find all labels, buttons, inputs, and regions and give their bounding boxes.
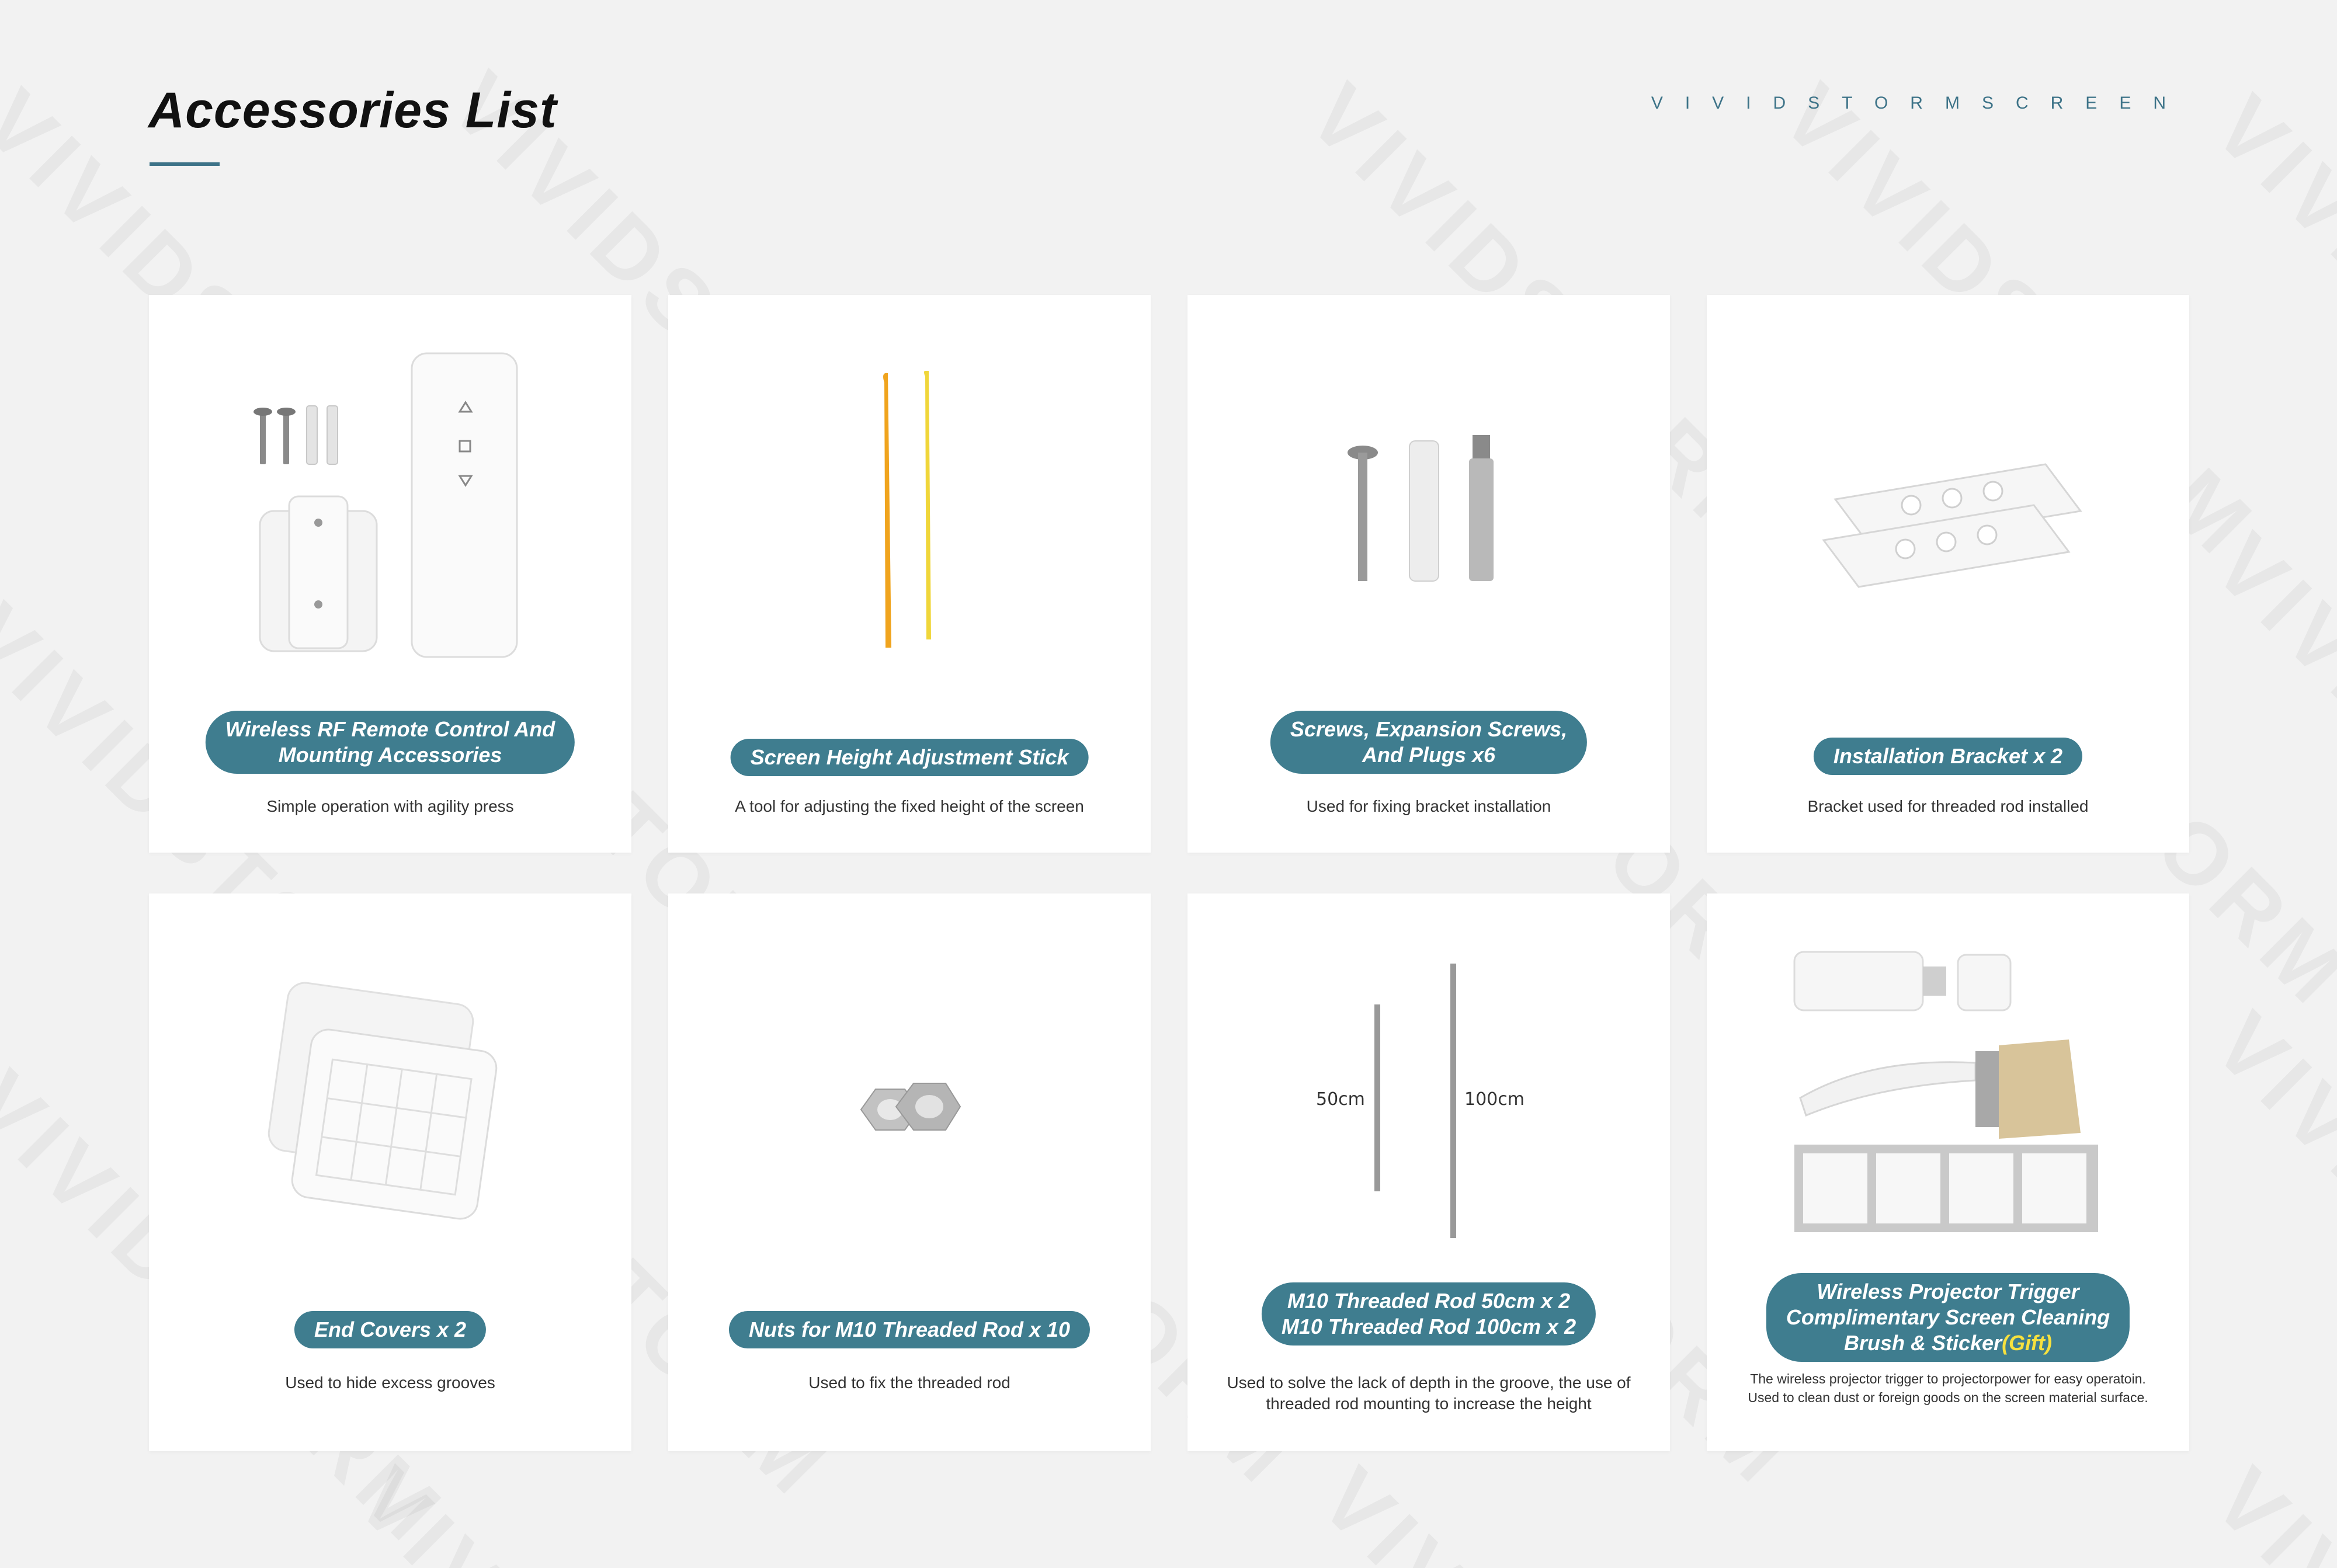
card-description: Used for fixing bracket installation: [1306, 797, 1551, 815]
watermark-text: [2195, 993, 2337, 1506]
card-title-pill: M10 Threaded Rod 50cm x 2 M10 Threaded Rod 100cm x 2: [1262, 1282, 1596, 1346]
rod-label-100cm: 100cm: [1464, 1089, 1525, 1110]
card-end-covers: [149, 893, 631, 1451]
remote-control-image: [242, 347, 546, 663]
threaded-rod-image: [1363, 958, 1480, 1244]
watermark-text: [2195, 76, 2337, 589]
card-description: Simple operation with agility press: [266, 797, 514, 815]
brush-icon: [1800, 1039, 2081, 1139]
sticker-icon: [1794, 1145, 2098, 1232]
card-projector-trigger: [1707, 893, 2189, 1451]
brand-wordmark: VIVIDSTORMSCREEN: [1651, 93, 2188, 113]
screw-icon: [254, 408, 296, 464]
remote-icon: [412, 353, 517, 657]
card-title-pill: Nuts for M10 Threaded Rod x 10: [729, 1311, 1090, 1348]
card-installation-bracket: [1707, 295, 2189, 853]
rod-label-50cm: 50cm: [1316, 1089, 1365, 1110]
card-title-pill: Screen Height Adjustment Stick: [731, 739, 1089, 776]
card-title-pill: Wireless RF Remote Control And Mounting Accessories: [206, 711, 575, 774]
page-title: Accessories List: [148, 82, 557, 138]
usb-trigger-icon: [1794, 952, 2010, 1010]
card-description: A tool for adjusting the fixed height of the screen: [735, 797, 1084, 815]
watermark-text: [1301, 1448, 1815, 1568]
card-nuts: [668, 893, 1151, 1451]
card-title-pill: Screws, Expansion Screws, And Plugs x6: [1270, 711, 1587, 774]
bracket-image: [1812, 453, 2092, 604]
plug-icon: [307, 406, 338, 464]
card-threaded-rod: [1187, 893, 1670, 1451]
trigger-brush-sticker-image: [1789, 946, 2104, 1238]
end-covers-image: [260, 981, 517, 1226]
card-adjustment-stick: [668, 295, 1151, 853]
card-title-pill: End Covers x 2: [294, 1311, 486, 1348]
adjustment-stick-image: [861, 371, 954, 651]
card-title-pill: Wireless Projector Trigger Complimentary Screen Cleaning Brush & Sticker(Gift): [1766, 1273, 2130, 1362]
card-description: Used to fix the threaded rod: [808, 1374, 1010, 1392]
screws-image: [1334, 429, 1532, 593]
card-description: Used to solve the lack of depth in the groove, the use of threaded rod mounting to increase the height: [1227, 1374, 1631, 1413]
card-remote-control: [149, 295, 631, 853]
title-underline: [150, 162, 220, 166]
card-description: The wireless projector trigger to projectorpower for easy operatoin. Used to clean dust or foreign goods on the screen material surface.: [1748, 1371, 2148, 1405]
card-title-pill: Installation Bracket x 2: [1814, 738, 2082, 775]
card-screws: [1187, 295, 1670, 853]
watermark-text: [2195, 514, 2337, 1027]
watermark-text: [338, 1448, 851, 1568]
watermark-text: [2195, 1448, 2337, 1568]
holder-icon: [260, 496, 377, 651]
nuts-image: [849, 1075, 966, 1150]
card-description: Used to hide excess grooves: [285, 1374, 495, 1392]
gift-tag: (Gift): [2002, 1331, 2053, 1355]
card-description: Bracket used for threaded rod installed: [1807, 797, 2089, 815]
